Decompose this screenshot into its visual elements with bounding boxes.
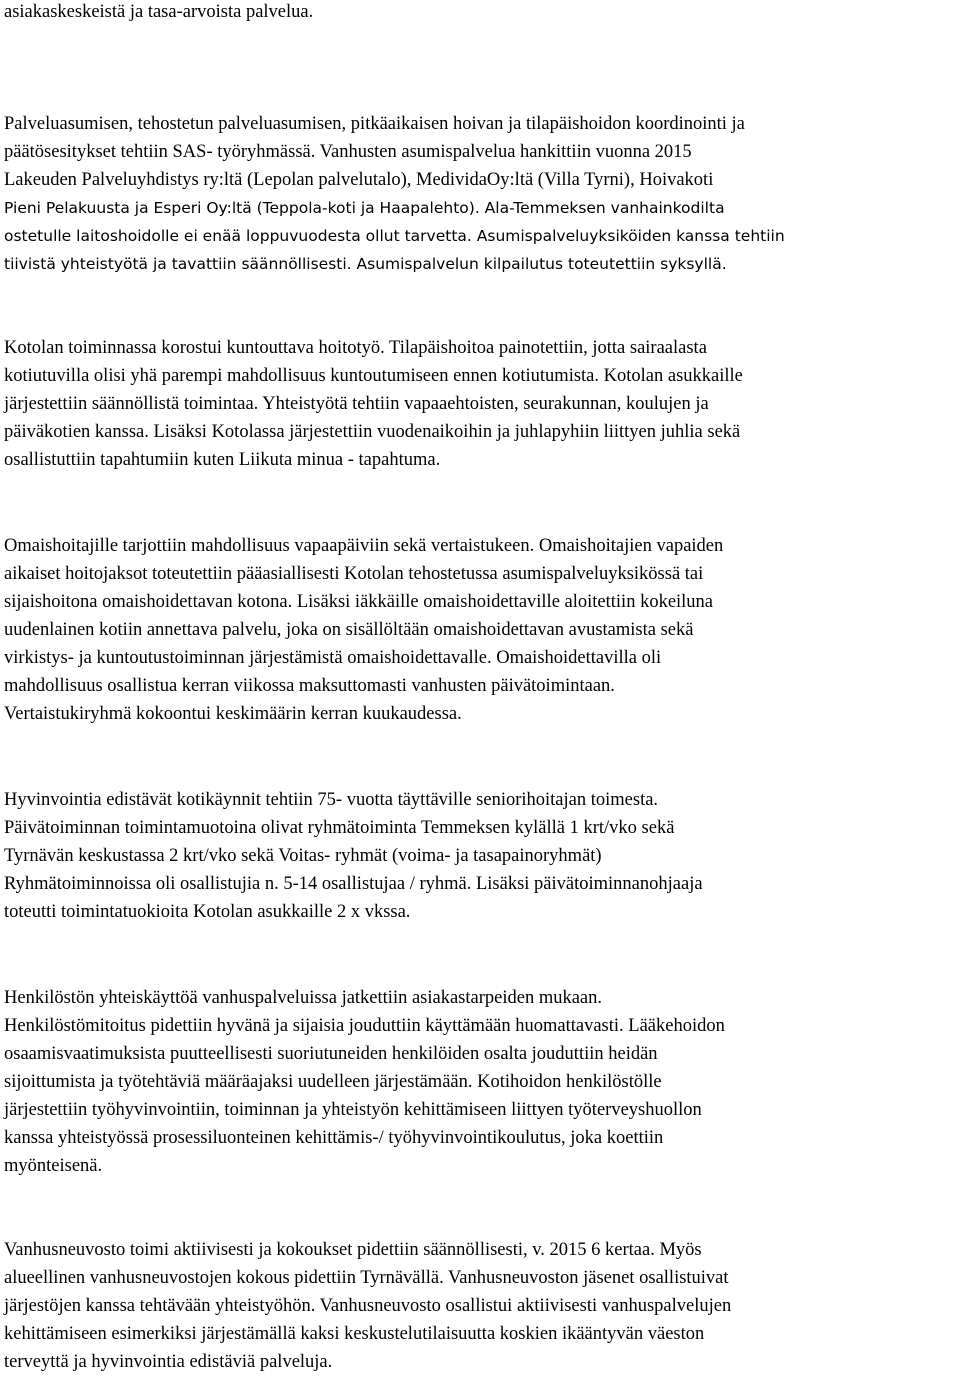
- text-line: sijoittumista ja työtehtäviä määräajaksi uudelleen järjestämään. Kotihoidon henkilöstölle: [4, 1072, 662, 1092]
- text-line: virkistys- ja kuntoutustoiminnan järjestämistä omaishoidettavalle. Omaishoidettavilla oli: [4, 648, 662, 668]
- text-line: Päivätoiminnan toimintamuotoina olivat ryhmätoiminta Temmeksen kylällä 1 krt/vko sekä: [4, 818, 675, 838]
- text-line: ostetulle laitoshoidolle ei enää loppuvuodesta ollut tarvetta. Asumispalveluyksiköiden kanssa tehtiin: [4, 227, 785, 245]
- text-line: tiivistä yhteistyötä ja tavattiin säännöllisesti. Asumispalvelun kilpailutus toteutettiin syksyllä.: [4, 255, 727, 273]
- text-line: järjestettiin säännöllistä toimintaa. Yhteistyötä tehtiin vapaaehtoisten, seurakunnan, koulujen ja: [4, 394, 709, 414]
- text-line: Henkilöstömitoitus pidettiin hyvänä ja sijaisia jouduttiin käyttämään huomattavasti. Lääkehoidon: [4, 1016, 725, 1036]
- text-line: päiväkotien kanssa. Lisäksi Kotolassa järjestettiin vuodenaikoihin ja juhlapyhiin liittyen juhlia sekä: [4, 422, 741, 442]
- text-line: päätösesitykset tehtiin SAS- työryhmässä. Vanhusten asumispalvelua hankittiin vuonna 2015: [4, 142, 692, 162]
- text-line: Vertaistukiryhmä kokoontui keskimäärin kerran kuukaudessa.: [4, 704, 462, 724]
- text-line: Omaishoitajille tarjottiin mahdollisuus vapaapäiviin sekä vertaistukeen. Omaishoitajien vapaiden: [4, 536, 724, 556]
- text-line: järjestettiin työhyvinvointiin, toiminnan ja yhteistyön kehittämiseen liittyen työterveyshuollon: [4, 1100, 702, 1120]
- text-line: Palveluasumisen, tehostetun palveluasumisen, pitkäaikaisen hoivan ja tilapäishoidon koordinointi ja: [4, 114, 745, 134]
- text-line: Ryhmätoiminnoissa oli osallistujia n. 5-14 osallistujaa / ryhmä. Lisäksi päivätoiminnanohjaaja: [4, 874, 703, 894]
- text-line: myönteisenä.: [4, 1156, 103, 1176]
- text-line: Henkilöstön yhteiskäyttöä vanhuspalveluissa jatkettiin asiakastarpeiden mukaan.: [4, 988, 603, 1008]
- text-line: Tyrnävän keskustassa 2 krt/vko sekä Voitas- ryhmät (voima- ja tasapainoryhmät): [4, 846, 602, 866]
- text-line: kanssa yhteistyössä prosessiluonteinen kehittämis-/ työhyvinvointikoulutus, joka koettiin: [4, 1128, 664, 1148]
- text-line: mahdollisuus osallistua kerran viikossa maksuttomasti vanhusten päivätoimintaan.: [4, 676, 615, 696]
- text-line: osaamisvaatimuksista puutteellisesti suoriutuneiden henkilöiden osalta jouduttiin heidän: [4, 1044, 658, 1064]
- text-line: Lakeuden Palveluyhdistys ry:ltä (Lepolan palvelutalo), MedividaOy:ltä (Villa Tyrni), Hoivakoti: [4, 170, 714, 190]
- text-line: terveyttä ja hyvinvointia edistäviä palveluja.: [4, 1352, 333, 1372]
- text-line: järjestöjen kanssa tehtävään yhteistyöhön. Vanhusneuvosto osallistui aktiivisesti vanhuspalvelujen: [4, 1296, 732, 1316]
- text-line: uudenlainen kotiin annettava palvelu, joka on sisällöltään omaishoidettavan avustamista sekä: [4, 620, 694, 640]
- text-line: kotiutuvilla olisi yhä parempi mahdollisuus kuntoutumiseen ennen kotiutumista. Kotolan asukkaille: [4, 366, 743, 386]
- text-line: Kotolan toiminnassa korostui kuntouttava hoitotyö. Tilapäishoitoa painotettiin, jotta sairaalasta: [4, 338, 707, 358]
- text-line: Vanhusneuvosto toimi aktiivisesti ja kokoukset pidettiin säännöllisesti, v. 2015 6 kertaa. Myös: [4, 1240, 702, 1260]
- text-line: asiakaskeskeistä ja tasa-arvoista palvelua.: [4, 2, 314, 22]
- text-line: Pieni Pelakuusta ja Esperi Oy:ltä (Teppola-koti ja Haapalehto). Ala-Temmeksen vanhainkodilta: [4, 199, 725, 217]
- text-line: kehittämiseen esimerkiksi järjestämällä kaksi keskustelutilaisuutta koskien ikääntyvän väeston: [4, 1324, 705, 1344]
- text-line: osallistuttiin tapahtumiin kuten Liikuta minua - tapahtuma.: [4, 450, 441, 470]
- text-line: alueellinen vanhusneuvostojen kokous pidettiin Tyrnävällä. Vanhusneuvoston jäsenet osallistuivat: [4, 1268, 729, 1288]
- text-line: toteutti toimintatuokioita Kotolan asukkaille 2 x vkssa.: [4, 902, 411, 922]
- text-line: aikaiset hoitojaksot toteutettiin pääasiallisesti Kotolan tehostetussa asumispalveluyksikössä tai: [4, 564, 704, 584]
- text-line: Hyvinvointia edistävät kotikäynnit tehtiin 75- vuotta täyttäville seniorihoitajan toimesta.: [4, 790, 659, 810]
- text-line: sijaishoitona omaishoidettavan kotona. Lisäksi iäkkäille omaishoidettaville aloitettiin kokeiluna: [4, 592, 714, 612]
